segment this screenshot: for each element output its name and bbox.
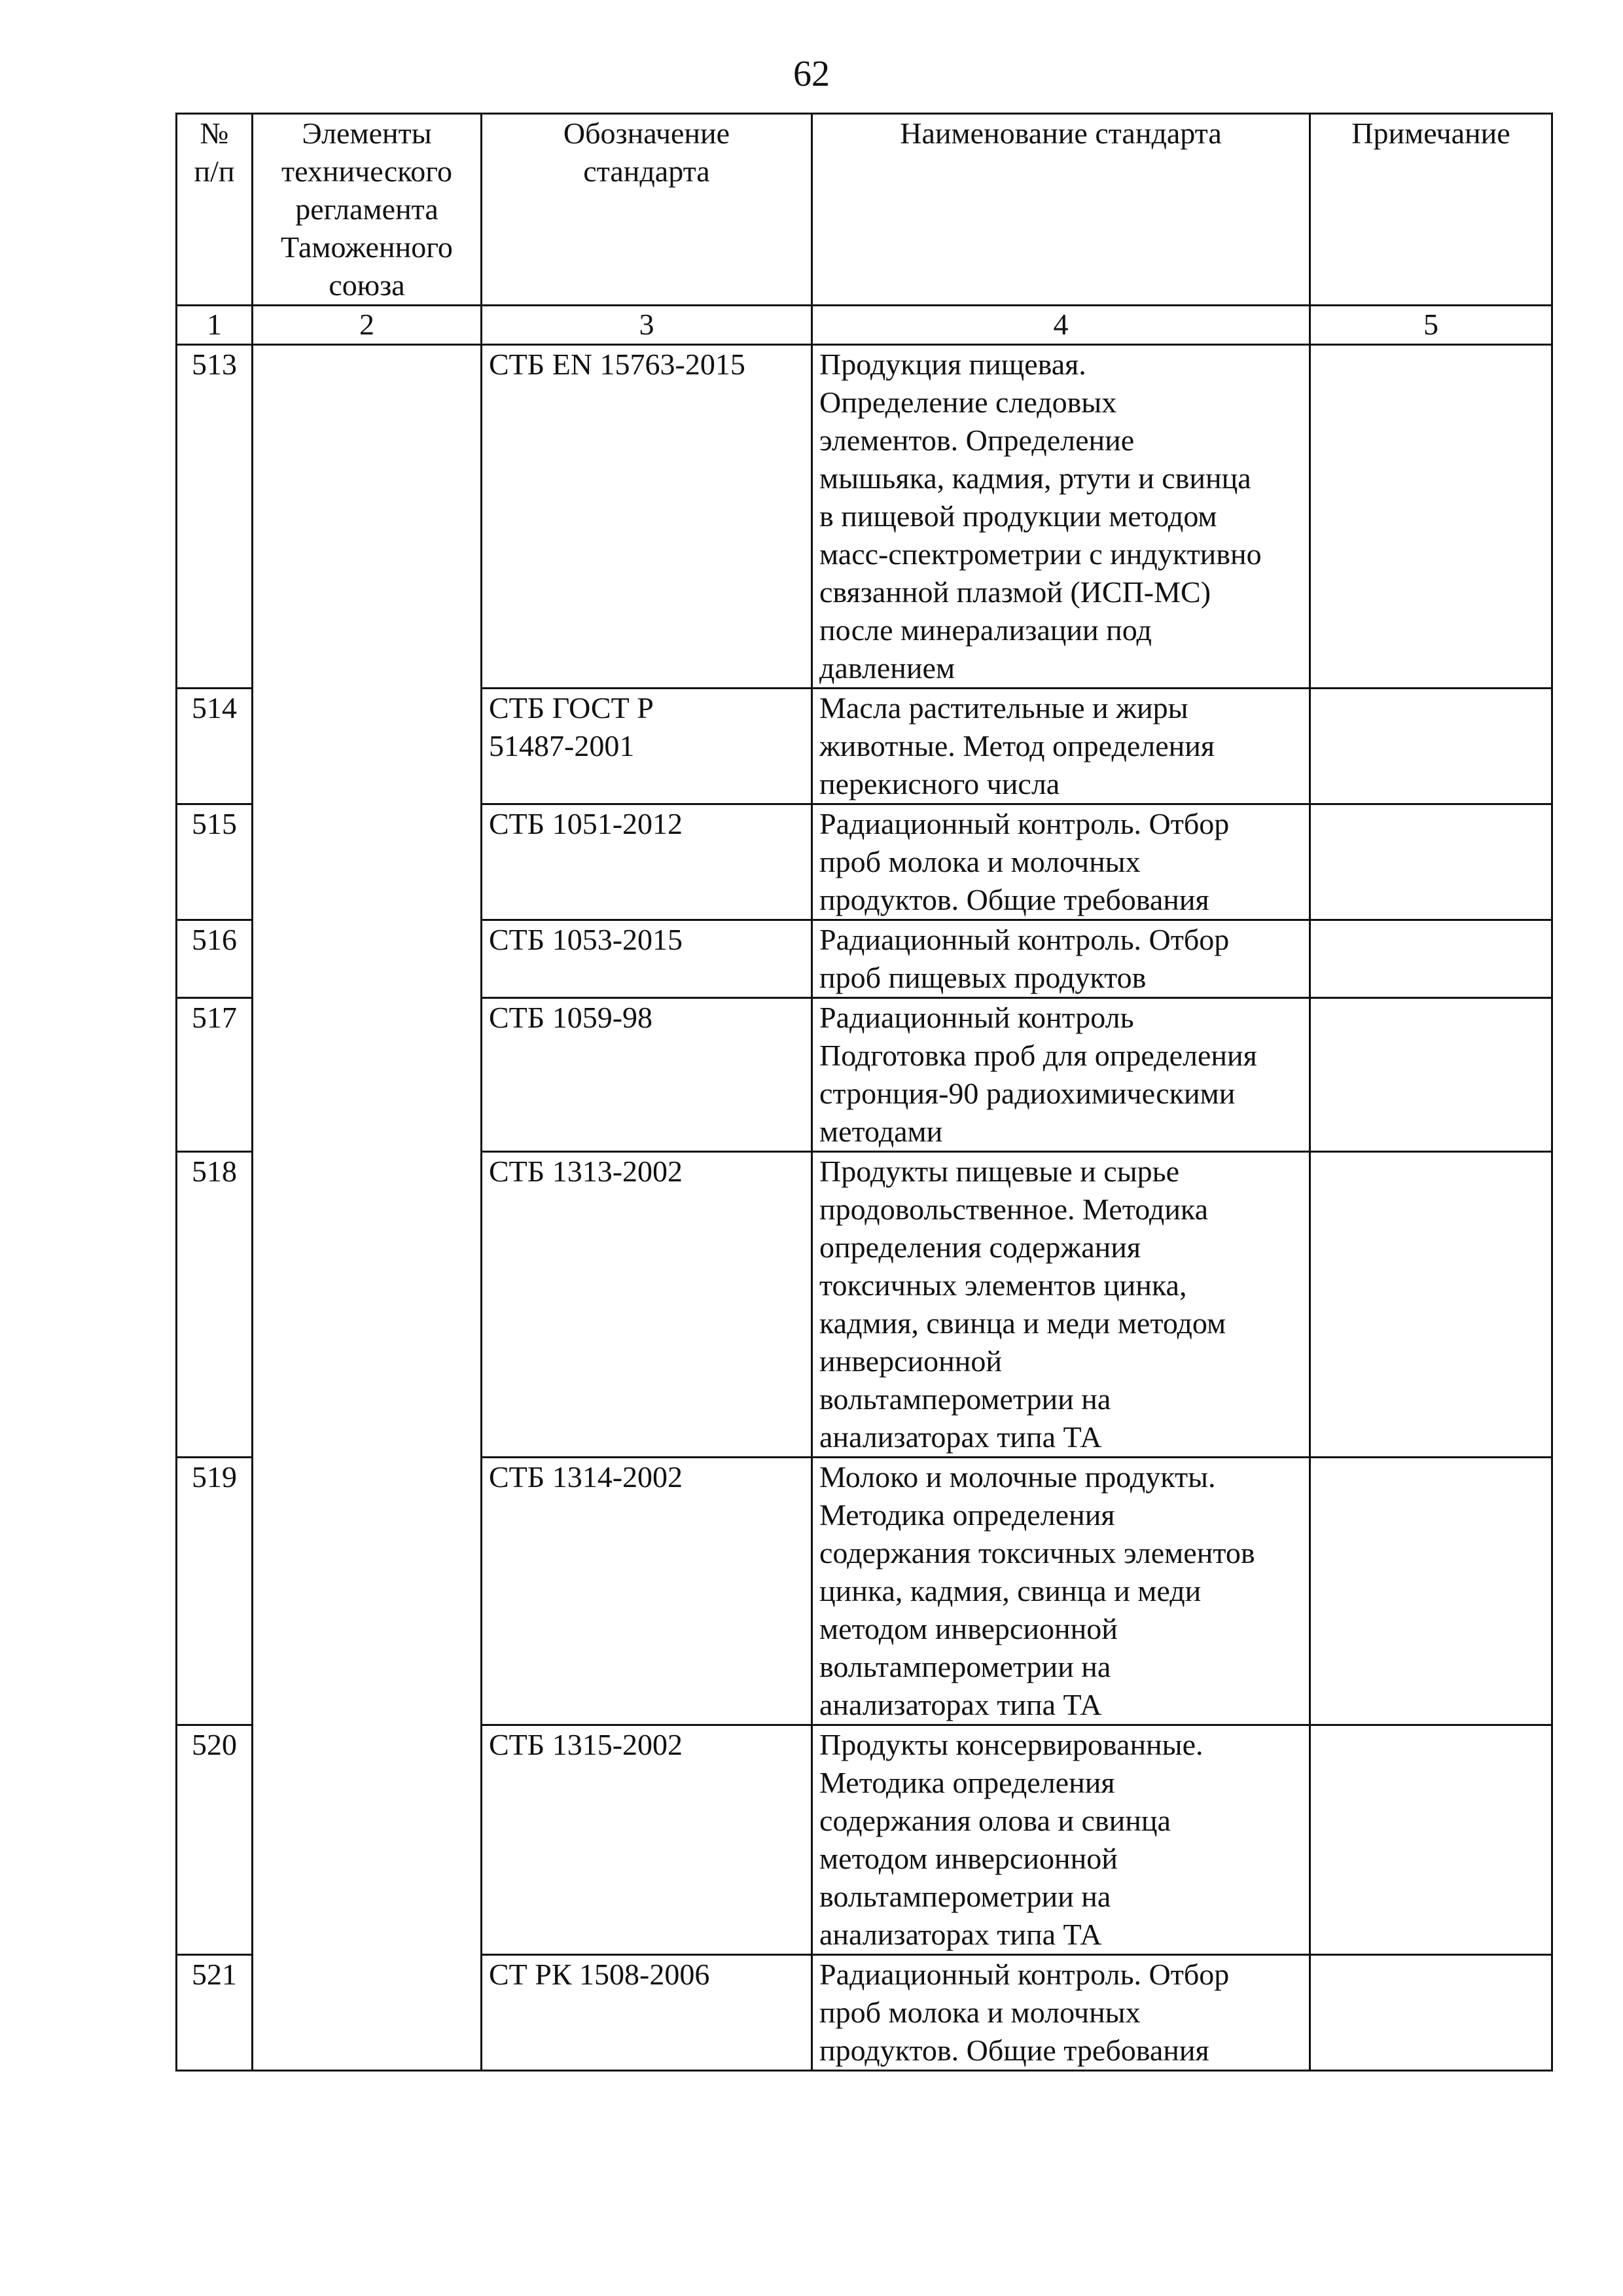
- header-row: [177, 114, 1552, 306]
- column-number: 4: [812, 306, 1310, 345]
- row-number: 520: [177, 1725, 253, 1955]
- note-cell: [1310, 1725, 1552, 1955]
- note-cell: [1310, 689, 1552, 804]
- note-cell: [1310, 345, 1552, 689]
- standard-designation-text: СТБ 1059-98: [489, 1001, 653, 1034]
- row-number: 521: [177, 1955, 253, 2071]
- column-number-row: [177, 306, 1552, 345]
- standard-name-text: Радиационный контроль. Отбор проб пищевых продуктов: [819, 923, 1230, 994]
- header-designation: Обозначение стандарта: [482, 114, 812, 306]
- note-cell: [1310, 998, 1552, 1152]
- row-number: 516: [177, 920, 253, 998]
- standard-name-text: Продукты консервированные. Методика определения содержания олова и свинца методом инверсионной вольтамперометрии на анализаторах типа ТА: [819, 1728, 1204, 1951]
- standard-designation-text: СТБ 1051-2012: [489, 807, 683, 840]
- standard-name-text: Продукция пищевая. Определение следовых элементов. Определение мышьяка, кадмия, ртути и свинца в пищевой продукции методом масс-спектрометрии с индуктивно связанной плазмой (ИСП-МС) после минерализации под давлением: [819, 348, 1262, 685]
- standard-name: [812, 1152, 1310, 1458]
- standard-designation-text: СТБ ГОСТ Р 51487-2001: [489, 691, 654, 762]
- header-standard-name: Наименование стандарта: [812, 114, 1310, 306]
- standard-designation-text: СТБ EN 15763-2015: [489, 348, 745, 381]
- table-row: [177, 345, 1552, 689]
- row-number: 513: [177, 345, 253, 689]
- row-number: 518: [177, 1152, 253, 1458]
- column-number: 5: [1310, 306, 1552, 345]
- standard-designation: [482, 1725, 812, 1955]
- column-number: 2: [253, 306, 482, 345]
- standard-designation-text: СТБ 1313-2002: [489, 1155, 683, 1188]
- standard-name: [812, 1955, 1310, 2071]
- standard-name: [812, 920, 1310, 998]
- standard-designation-text: СТ РК 1508-2006: [489, 1958, 710, 1991]
- standard-name: [812, 1725, 1310, 1955]
- standard-name-text: Масла растительные и жиры животные. Метод определения перекисного числа: [819, 691, 1215, 800]
- standard-designation: [482, 1152, 812, 1458]
- standard-designation: [482, 1458, 812, 1725]
- standard-name-text: Радиационный контроль. Отбор проб молока и молочных продуктов. Общие требования: [819, 807, 1230, 916]
- standard-designation: [482, 804, 812, 920]
- standard-name-text: Продукты пищевые и сырье продовольственное. Методика определения содержания токсичных элементов цинка, кадмия, свинца и меди методом инверсионной вольтамперометрии на анализаторах типа ТА: [819, 1155, 1226, 1454]
- standard-designation: [482, 345, 812, 689]
- standard-name: [812, 1458, 1310, 1725]
- column-number: 1: [177, 306, 253, 345]
- row-number: 515: [177, 804, 253, 920]
- standard-name-text: Радиационный контроль. Отбор проб молока и молочных продуктов. Общие требования: [819, 1958, 1230, 2067]
- note-cell: [1310, 1955, 1552, 2071]
- standards-table: [175, 113, 1553, 2072]
- standard-name-text: Радиационный контроль Подготовка проб для определения стронция-90 радиохимическими методами: [819, 1001, 1257, 1148]
- note-cell: [1310, 1152, 1552, 1458]
- header-note: Примечание: [1310, 114, 1552, 306]
- standard-name: [812, 998, 1310, 1152]
- row-number: 519: [177, 1458, 253, 1725]
- header-number: № п/п: [177, 114, 253, 306]
- standard-designation: [482, 689, 812, 804]
- regulation-elements-cell: [253, 345, 482, 2071]
- standard-designation-text: СТБ 1314-2002: [489, 1460, 683, 1494]
- note-cell: [1310, 1458, 1552, 1725]
- standard-designation-text: СТБ 1315-2002: [489, 1728, 683, 1761]
- standard-designation: [482, 1955, 812, 2071]
- standard-name-text: Молоко и молочные продукты. Методика определения содержания токсичных элементов цинка, кадмия, свинца и меди методом инверсионной вольтамперометрии на анализаторах типа ТА: [819, 1460, 1255, 1721]
- column-number: 3: [482, 306, 812, 345]
- standard-designation-text: СТБ 1053-2015: [489, 923, 683, 956]
- standard-name: [812, 345, 1310, 689]
- page-number: 62: [793, 54, 830, 94]
- standard-name: [812, 804, 1310, 920]
- header-elements: Элементы технического регламента Таможенного союза: [253, 114, 482, 306]
- note-cell: [1310, 920, 1552, 998]
- standard-designation: [482, 998, 812, 1152]
- standard-name: [812, 689, 1310, 804]
- row-number: 517: [177, 998, 253, 1152]
- standard-designation: [482, 920, 812, 998]
- note-cell: [1310, 804, 1552, 920]
- row-number: 514: [177, 689, 253, 804]
